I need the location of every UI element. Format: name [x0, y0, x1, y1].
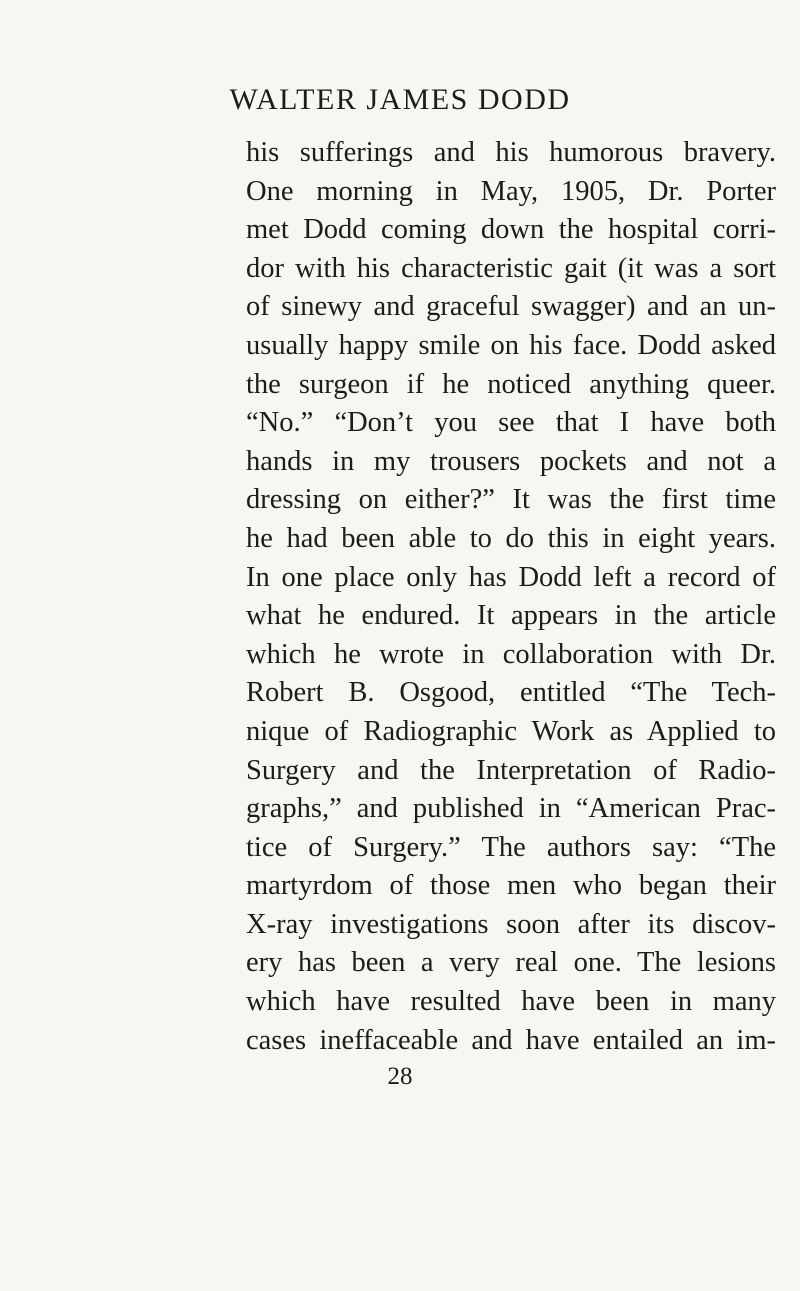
text-line: which he wrote in collaboration with Dr. — [246, 638, 776, 670]
running-head: WALTER JAMES DODD — [229, 83, 571, 116]
text-line: dor with his characteristic gait (it was a sort — [246, 252, 776, 284]
text-line: tice of Surgery.” The authors say: “The — [246, 831, 776, 863]
text-line: usually happy smile on his face. Dodd asked — [246, 329, 776, 361]
text-line: met Dodd coming down the hospital corri- — [246, 214, 776, 246]
text-line: he had been able to do this in eight years. — [246, 522, 776, 554]
text-line: the surgeon if he noticed anything queer. — [246, 368, 776, 400]
text-line: cases ineffaceable and have entailed an im- — [246, 1024, 776, 1056]
text-line: ery has been a very real one. The lesions — [246, 947, 776, 979]
body-text — [246, 134, 776, 1060]
text-line: hands in my trousers pockets and not a — [246, 445, 776, 477]
text-line: his sufferings and his humorous bravery. — [246, 137, 776, 168]
text-line: “No.” “Don’t you see that I have both — [246, 407, 776, 439]
text-line: what he endured. It appears in the article — [246, 600, 776, 632]
text-line: graphs,” and published in “American Prac- — [246, 793, 776, 825]
text-line: Surgery and the Interpretation of Radio- — [246, 754, 776, 786]
text-line: dressing on either?” It was the first time — [246, 484, 776, 516]
text-line: In one place only has Dodd left a record of — [246, 561, 776, 593]
text-line: which have resulted have been in many — [246, 986, 776, 1018]
text-line: nique of Radiographic Work as Applied to — [246, 715, 776, 747]
text-line: martyrdom of those men who began their — [246, 870, 776, 902]
page-number: 28 — [387, 1063, 413, 1090]
text-line: X-ray investigations soon after its discov- — [246, 908, 776, 940]
text-line: of sinewy and graceful swagger) and an un- — [246, 291, 776, 323]
text-line: Robert B. Osgood, entitled “The Tech- — [246, 677, 776, 709]
text-line: One morning in May, 1905, Dr. Porter — [246, 175, 776, 207]
